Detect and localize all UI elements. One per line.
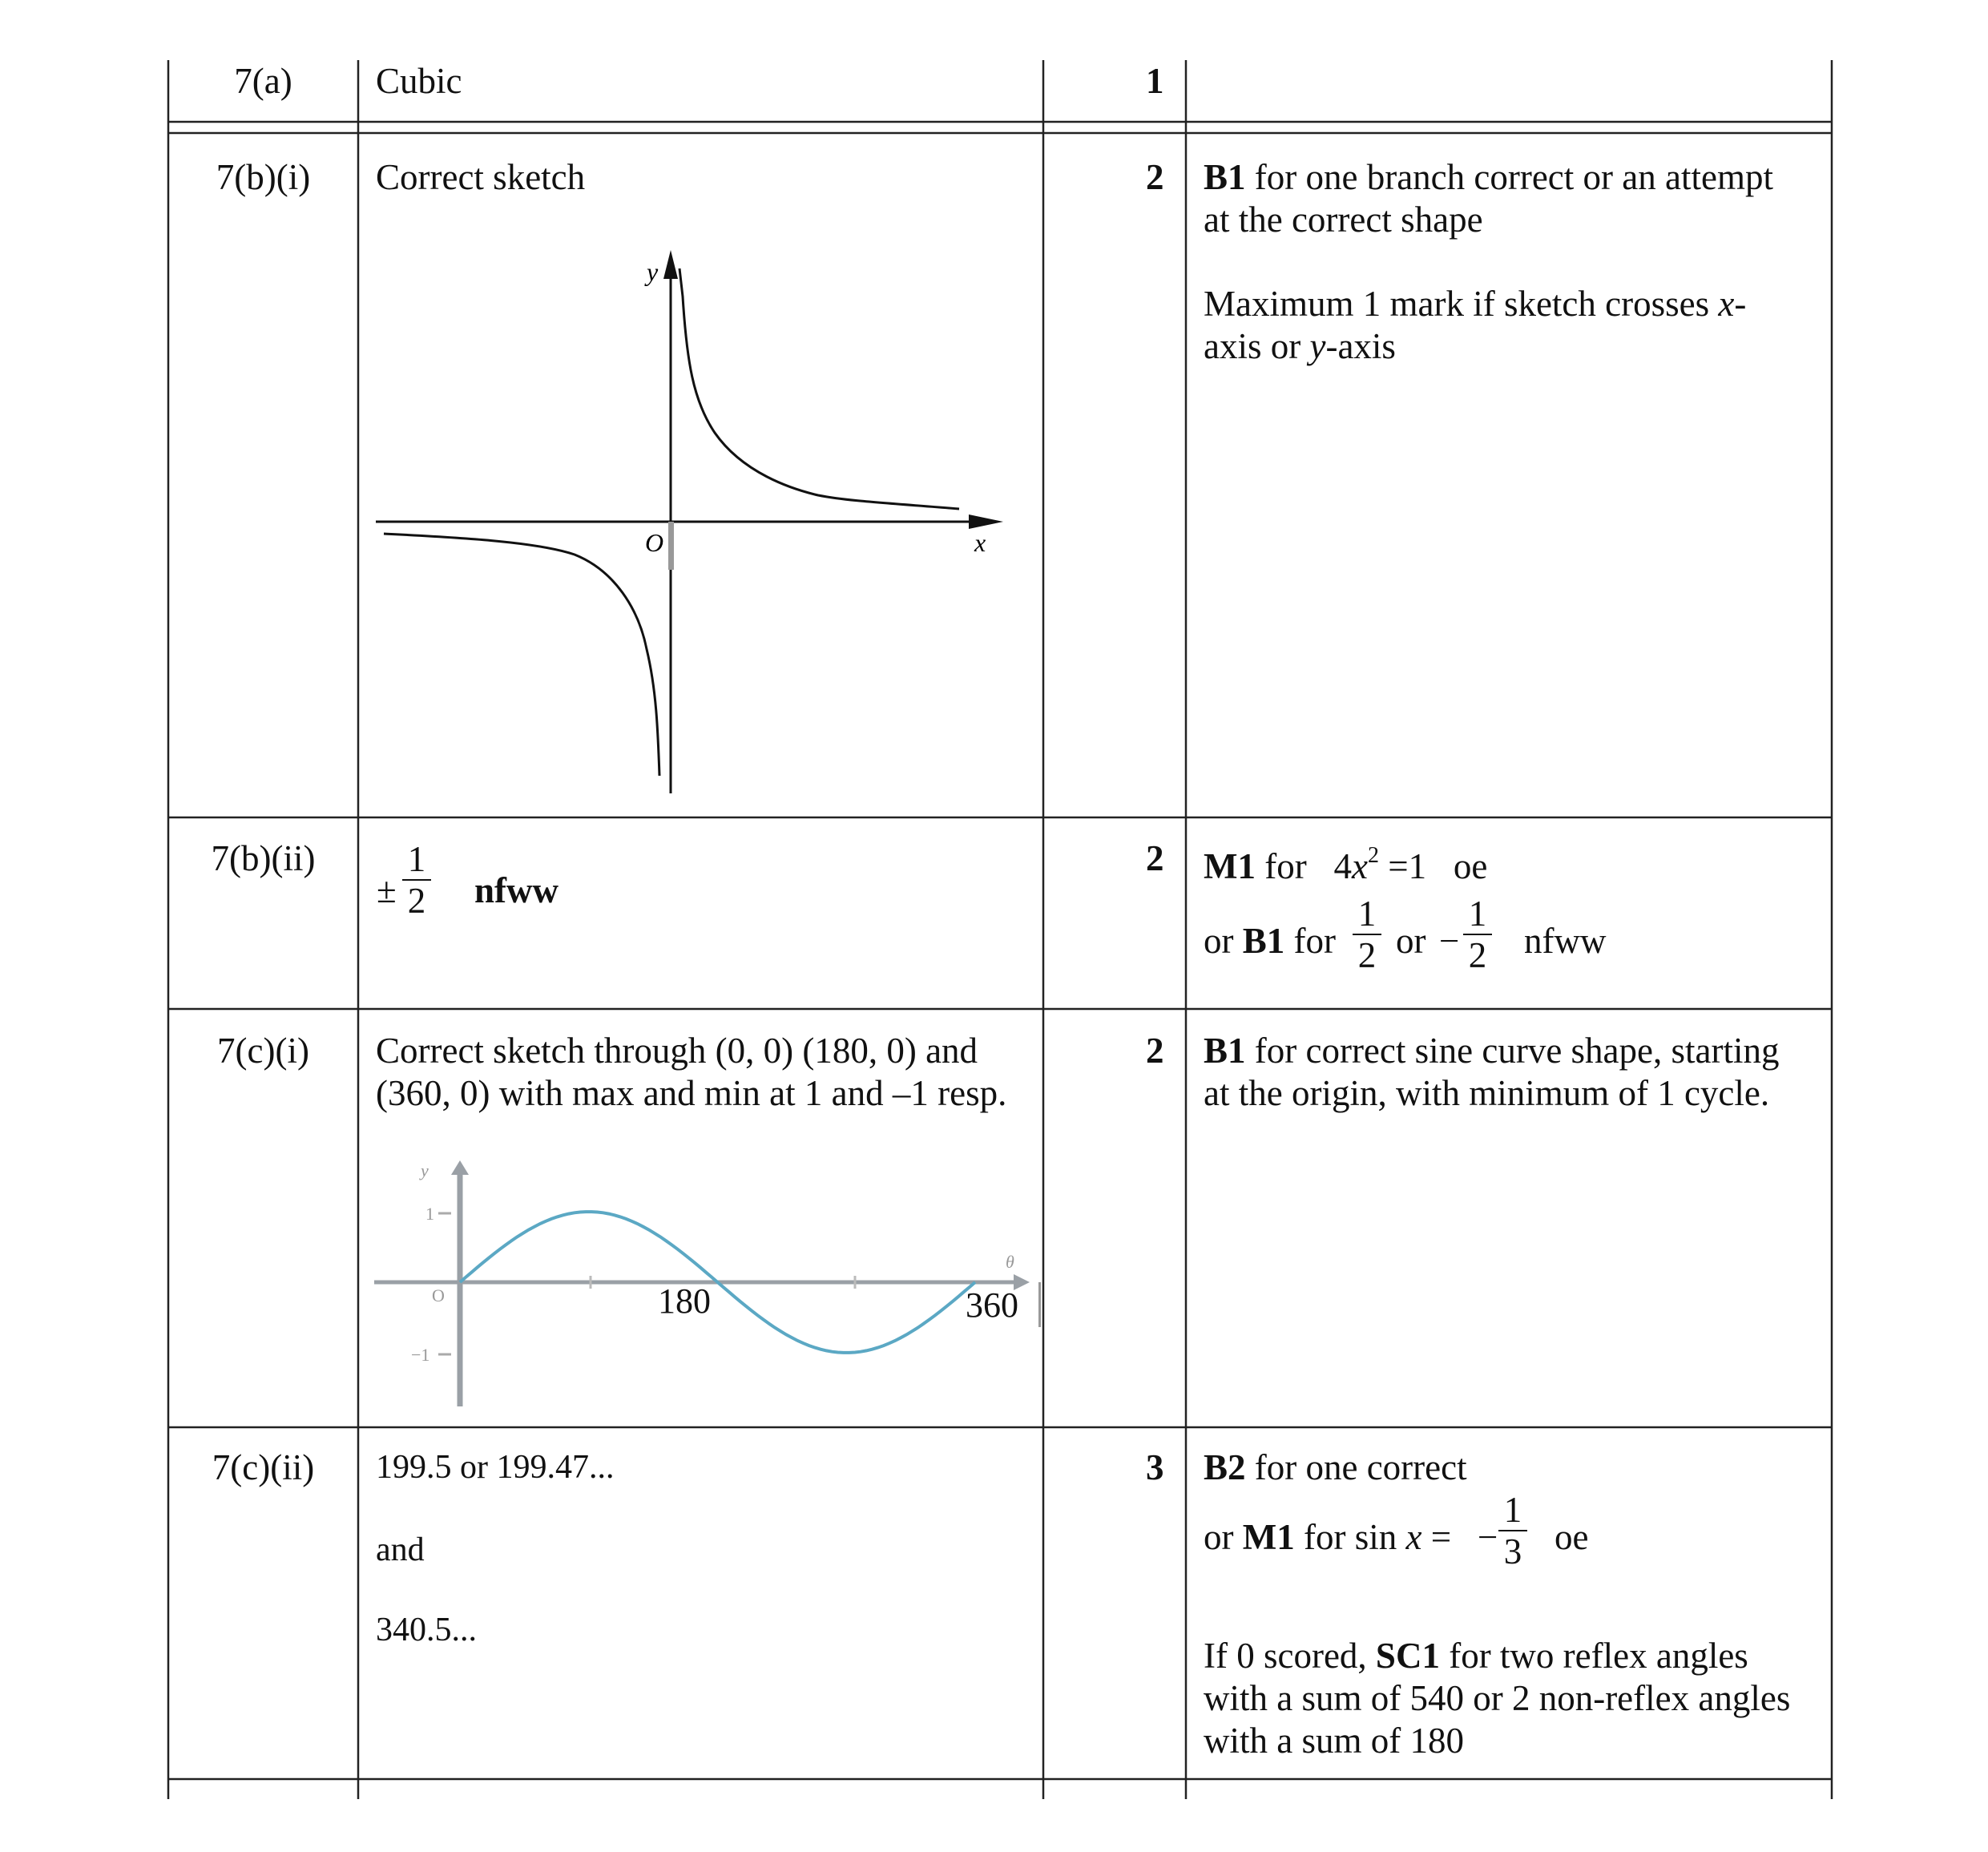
answer-line1: 199.5 or 199.47... [376, 1449, 615, 1486]
part-label: 7(b)(i) [216, 157, 311, 197]
x-axis-arrow [969, 514, 1003, 529]
x-axis-label: x [974, 528, 986, 557]
part-label: 7(c)(i) [217, 1031, 309, 1071]
origin-mark [668, 522, 674, 570]
part-label: 7(b)(ii) [211, 838, 316, 878]
answer-text: Correct sketch [376, 157, 586, 197]
guidance-nfww: nfww [1524, 921, 1607, 961]
y-axis-arrow [451, 1160, 469, 1175]
answer-text: Cubic [376, 61, 462, 101]
guidance-neg: − [1439, 921, 1460, 961]
guidance-sc-line2: with a sum of 540 or 2 non-reflex angles [1204, 1678, 1791, 1718]
curve-branch-upper [679, 268, 959, 509]
x-axis-label: θ [1006, 1252, 1014, 1272]
y-axis-label: y [647, 257, 659, 286]
mark-value: 1 [1146, 61, 1164, 101]
label-360: 360 [966, 1285, 1018, 1325]
answer-fraction: 1 2 [402, 841, 431, 918]
guidance-b1-line2: at the correct shape [1204, 200, 1483, 240]
curve-branch-lower [384, 534, 659, 776]
answer-note: nfww [474, 870, 559, 910]
part-label: 7(a) [234, 61, 292, 101]
answer-line1: Correct sketch through (0, 0) (180, 0) and [376, 1031, 978, 1071]
guidance-sc-line3: with a sum of 180 [1204, 1721, 1464, 1761]
guidance-fraction-neg-half: 1 2 [1463, 896, 1492, 973]
guidance-neg: − [1478, 1517, 1498, 1557]
answer-line2: and [376, 1531, 425, 1568]
guidance-max-line2: axis or y-axis [1204, 326, 1396, 366]
guidance-m1-line: or M1 for sin x = [1204, 1517, 1452, 1557]
guidance-or2: or [1396, 921, 1426, 961]
mark-value: 2 [1146, 838, 1164, 878]
guidance-line1: B1 for correct sine curve shape, starting [1204, 1031, 1780, 1071]
guidance-line2: at the origin, with minimum of 1 cycle. [1204, 1073, 1770, 1113]
mark-value: 2 [1146, 157, 1164, 197]
label-180: 180 [658, 1281, 711, 1321]
guidance-sc-line1: If 0 scored, SC1 for two reflex angles [1204, 1636, 1748, 1676]
sine-graph [358, 1154, 1047, 1410]
part-label: 7(c)(ii) [212, 1447, 315, 1487]
guidance-or-b1: or B1 for [1204, 921, 1336, 961]
guidance-fraction-half: 1 2 [1353, 896, 1381, 973]
guidance-b2-line: B2 for one correct [1204, 1447, 1467, 1487]
mark-value: 2 [1146, 1031, 1164, 1071]
origin-label: O [432, 1285, 445, 1305]
answer-line3: 340.5... [376, 1612, 477, 1648]
guidance-fraction-third: 1 3 [1498, 1492, 1527, 1569]
tick-label-1: 1 [425, 1204, 434, 1224]
answer-sign: ± [377, 870, 397, 910]
reciprocal-graph [358, 240, 1047, 801]
guidance-b1-line1: B1 for one branch correct or an attempt [1204, 157, 1773, 197]
guidance-m1-line: M1 for $4x^2 =1$ oe [1204, 843, 1488, 886]
y-axis-label: y [421, 1160, 429, 1180]
guidance-oe: oe [1555, 1517, 1589, 1557]
origin-label: O [645, 528, 664, 557]
answer-line2: (360, 0) with max and min at 1 and –1 resp. [376, 1073, 1007, 1113]
tick-label-minus-1: −1 [411, 1345, 430, 1365]
guidance-max-line1: Maximum 1 mark if sketch crosses x- [1204, 284, 1747, 324]
y-axis-arrow [663, 250, 678, 279]
mark-value: 3 [1146, 1447, 1164, 1487]
divider-mark [1038, 1282, 1041, 1327]
